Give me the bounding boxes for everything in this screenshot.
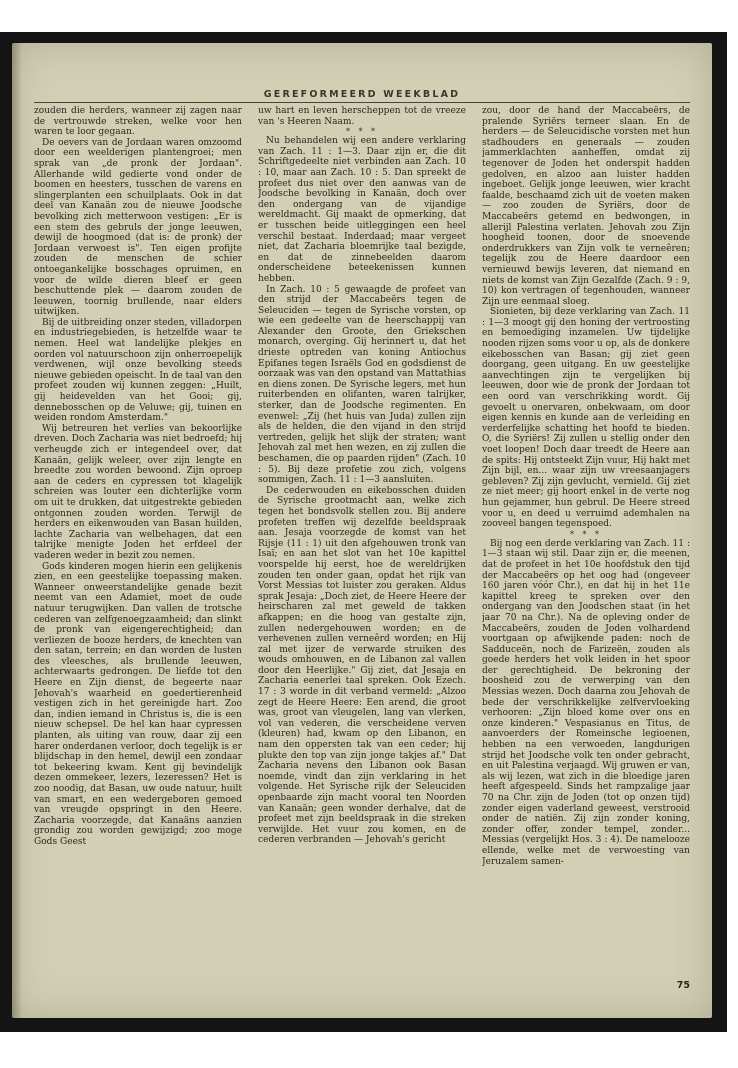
paragraph: zou, door de hand der Maccabeërs, de pralende Syriërs terneer slaan. En de herders — de Seleucidische vorsten met hun stadhouders en generaals — zouden jammerklachten aanheffen, omdat zij tegenover de Joden het onderspit hadden gedolven, en alzoo aan luister hadden ingeboet. Gelijk jonge leeuwen, wier kracht faalde, beschaamd zich uit de voeten maken — zoo zouden de Syriërs, door de Maccabeërs getemd en bedwongen, in allerijl Palestina verlaten. Jehovah zou Zijn hoogheid toonen, door de snoevende onderdrukkers van Zijn volk te verneêren; tegelijk zou de Heere daardoor een vernieuwd bewijs leveren, dat niemand en niets de komst van Zijn Gezalfde (Zach. 9 : 9, 10) kon vertragen of tegenhouden, wanneer Zijn ure eenmaal sloeg. [482,106,690,307]
paragraph: De cederwouden en eikebosschen duiden de Syrische grootmacht aan, welke zich tegen het bondsvolk stellen zou. Bij andere profeten treffen wij dezelfde beeldspraak aan. Jesaja voorzegde de komst van het Rijsje (11 : 1) uit den afgehouwen tronk van Isaï; en aan het slot van het 10e kapittel voorspelde hij eerst, hoe de wereldrijken zouden ten onder gaan, opdat het rijk van Vorst Messias tot luister zou geraken. Aldus sprak Jesaja: „Doch ziet, de Heere Heere der heirscharen zal met geweld de takken afkappen; en die hoog van gestalte zijn, zullen nedergehouwen worden; en de verhevenen zullen verneêrd worden; en Hij zal met ijzer de verwarde struiken des wouds omhouwen, en de Libanon zal vallen door den Heerlijke." Gij ziet, dat Jesaja en Zacharia eenerlei taal spreken. Ook Ezech. 17 : 3 worde in dit verband vermeld: „Alzoo zegt de Heere Heere: Een arend, die groot was, groot van vleugelen, lang van vlerken, vol van vederen, die verscheidene verven (kleuren) had, kwam op den Libanon, en nam den oppersten tak van een ceder; hij plukte den top van zijn jonge takjes af." Dat Zacharia nevens den Libanon ook Basan noemde, vindt dan zijn verklaring in het volgende. Het Syrische rijk der Seleuciden openbaarde zijn macht vooral ten Noorden van Kanaän; geen wonder derhalve, dat de profeet met zijn beeldspraak in die streken verwijlde. Het vuur zou komen, en de cederen verbranden — Jehovah's gericht [258,485,466,846]
paragraph: Gods kinderen mogen hierin een gelijkenis zien, en een geestelijke toepassing maken. Wanneer onweerstandelijke genade bezit neemt van een Adamiet, moet de oude natuur terugwijken. Dan vallen de trotsche cederen van zelfgenoegzaamheid; dan slinkt de pronk van eigengerechtigheid; dan verliezen de booze herders, de knechten van den satan, terrein; en dan worden de lusten des vleesches, als brullende leeuwen, achterwaarts gedrongen. De liefde tot den Heere en Zijn dienst, de begeerte naar Jehovah's waarheid en goedertierenheid vestigen zich in het gereinigde hart. Zoo dan, indien iemand in Christus is, die is een nieuw schepsel. De hel kan haar cypressen planten, als uiting van rouw, daar zij een harer onderdanen verloor, doch tegelijk is er blijdschap in den hemel, dewijl een zondaar tot bekeering kwam. Kent gij bevindelijk dezen ommekeer, lezers, lezeressen? Het is zoo noodig, dat Basan, uw oude natuur, huilt van smart, en een wedergeboren gemoed van vreugde opspringt in den Heere. Zacharia voorzegde, dat Kanaäns aanzien grondig zou worden gewijzigd; zoo moge Gods Geest [34,561,242,847]
text-column-3 [482,106,690,976]
page-header: GEREFORMEERD WEEKBLAD [263,89,461,100]
paragraph: Bij de uitbreiding onzer steden, villadorpen en industriegebieden, is hetzelfde waar te nemen. Heel wat landelijke plekjes en oorden vol natuurschoon zijn onherroepelijk verdwenen, wijl onze bevolking steeds nieuwe gebieden opeischt. In de taal van den profeet zouden wij kunnen zeggen: „Huilt, gij heidevelden van het Gooi; gij, dennebosschen op de Veluwe; gij, tuinen en weiden rondom Amsterdam." [34,317,242,424]
binding-shadow [12,43,22,1018]
text-column-2 [258,106,466,976]
paragraph: uw hart en leven herscheppen tot de vreeze van 's Heeren Naam. [258,106,466,127]
paragraph: zouden die herders, wanneer zij zagen naar de vertrouwde streken, welke voor hen waren te loor gegaan. [34,106,242,138]
paragraph: In Zach. 10 : 5 gewaagde de profeet van den strijd der Maccabeërs tegen de Seleuciden — tegen de Syrische vorsten, op wie een gedeelte van de heerschappij van Alexander den Groote, den Griekschen monarch, overging. Gij herinnert u, dat het drieste optreden van koning Antiochus Epifanes tegen Israëls God en godsdienst de oorzaak was van den opstand van Mattathias en diens zonen. De Syrische legers, met hun ruiterbenden en olifanten, waren talrijker, sterker, dan de Joodsche regimenten. En evenwel: „Zij (het huis van Juda) zullen zijn als de helden, die den vijand in den strijd vertreden, gelijk het slijk der straten; want Jehovah zal met hen wezen, en zij zullen die beschamen, die op paarden rijden" (Zach. 10 : 5). Bij deze profetie zou zich, volgens sommigen, Zach. 11 : 1—3 aansluiten. [258,284,466,486]
text-column-1 [34,106,242,976]
magazine-page [12,43,712,1018]
paragraph: Sionieten, bij deze verklaring van Zach. 11 : 1—3 moogt gij den honing der vertroosting en bemoediging inzamelen. Uw tijdelijke nooden rijzen soms voor u op, als de donkere eikebosschen van Basan; gij ziet geen doorgang, geen uitgang. En uw geestelijke aanvechtingen zijn te vergelijken bij leeuwen, door wie de pronk der Jordaan tot een oord van verschrikking wordt. Gij gevoelt u onervaren, onbekwaam, om door eigen kennis en kunde aan de verleiding en verderfelijke schatting het hoofd te bieden. O, die Syriërs! Zij zullen u stellig onder den voet loopen! Doch daar treedt de Heere aan de spits: Hij ontsteekt Zijn vuur, Hij hakt met Zijn bijl, en... waar zijn uw vreesaanjagers gebleven? Zij zijn gevlucht, vernield. Gij ziet ze niet meer; gij hoort enkel in de verte nog hun gejammer, hun gebrul. De Heere streed voor u, en deed u verruimd ademhalen na zooveel bangen tegenspoed. [482,307,690,530]
page-number: 75 [676,980,690,991]
section-separator: * * * [569,529,603,539]
paragraph: De oevers van de Jordaan waren omzoomd door een weelderigen plantengroei; men sprak van „de pronk der Jordaan". Allerhande wild gedierte vond onder de boomen en heesters, tusschen de varens en slingerplanten een schuilplaats. Ook in dat deel van Kanaän zou de nieuwe Joodsche bevolking zich metterwoon vestigen: „Er is een stem des gebruls der jonge leeuwen, dewijl de hoogmoed (dat is: de pronk) der Jordaan verwoest is". Ten eigen profijte zouden de menschen de schier ontoegankelijke bosschages opruimen, en voor de wilde dieren bleef er geen beschuttende plek — daarom zouden de leeuwen, toornig brullende, naar elders uitwijken. [34,137,242,318]
paragraph: Bij nog een derde verklaring van Zach. 11 : 1—3 staan wij stil. Daar zijn er, die meenen, dat de profeet in het 10e hoofdstuk den tijd der Maccabeërs op het oog had (ongeveer 160 jaren vóór Chr.), en dat hij in het 11e kapittel kreeg te spreken over den ondergang van den Joodschen staat (in het jaar 70 na Chr.). Na de opleving onder de Maccabeërs, zouden de Joden volhardend voortgaan op afwijkende paden: noch de Sadduceën, noch de Farizeën, zouden als goede herders het volk leiden in het spoor der gerechtigheid. De bekroning der boosheid zou de verwerping van den Messias wezen. Doch daarna zou Jehovah de bede der verschrikkelijke zelfvervloeking verhooren: „Zijn bloed kome over ons en onze kinderen." Vespasianus en Titus, de aanvoerders der Romeinsche legioenen, hebben na een verwoeden, langdurigen strijd het Joodsche volk ten onder gebracht, en uit Palestina verjaagd. Wij gruwen er van, als wij lezen, wat zich in die bloedige jaren heeft afgespeeld. Sinds het rampzalige jaar 70 na Chr. zijn de Joden (tot op onzen tijd) zonder eigen vaderland geweest, verstrooid onder de natiën. Zij zijn zonder koning, zonder offer, zonder tempel, zonder... Messias (vergelijkt Hos. 3 : 4). De namelooze ellende, welke met de verwoesting van Jeruzalem samen- [482,538,690,867]
paragraph: Wij betreuren het verlies van bekoorlijke dreven. Doch Zacharia was niet bedroefd; hij verheugde zich er integendeel over, dat Kanaän, gelijk weleer, over zijn lengte en breedte zou worden bewoond. Zijn oproep aan de ceders en cypressen tot klagelijk schreien was louter een dichterlijke vorm om uit te drukken, dat uitgestrekte gebieden ontgonnen zouden worden. Terwijl de herders en eikenwouden van Basan huilden, lachte Zacharia van welbehagen, dat een talrijke menigte Joden het erfdeel der vaderen weder in bezit zou nemen. [34,423,242,561]
paragraph: Nu behandelen wij een andere verklaring van Zach. 11 : 1—3. Daar zijn er, die dit Schriftgedeelte niet verbinden aan Zach. 10 : 10, maar aan Zach. 10 : 5. Dan spreekt de profeet dus niet over den aanwas van de Joodsche bevolking in Kanaän, doch over den ondergang van de vijandige wereldmacht. Gij maakt de opmerking, dat er tusschen beide uitleggingen een heel verschil bestaat. Inderdaad; maar vergeet niet, dat Zacharia bloemrijke taal bezigde, en dat de zinnebeelden daarom onderscheidene beteekenissen kunnen hebben. [258,136,466,284]
section-separator: * * * [345,127,379,137]
header-rule [34,102,690,103]
